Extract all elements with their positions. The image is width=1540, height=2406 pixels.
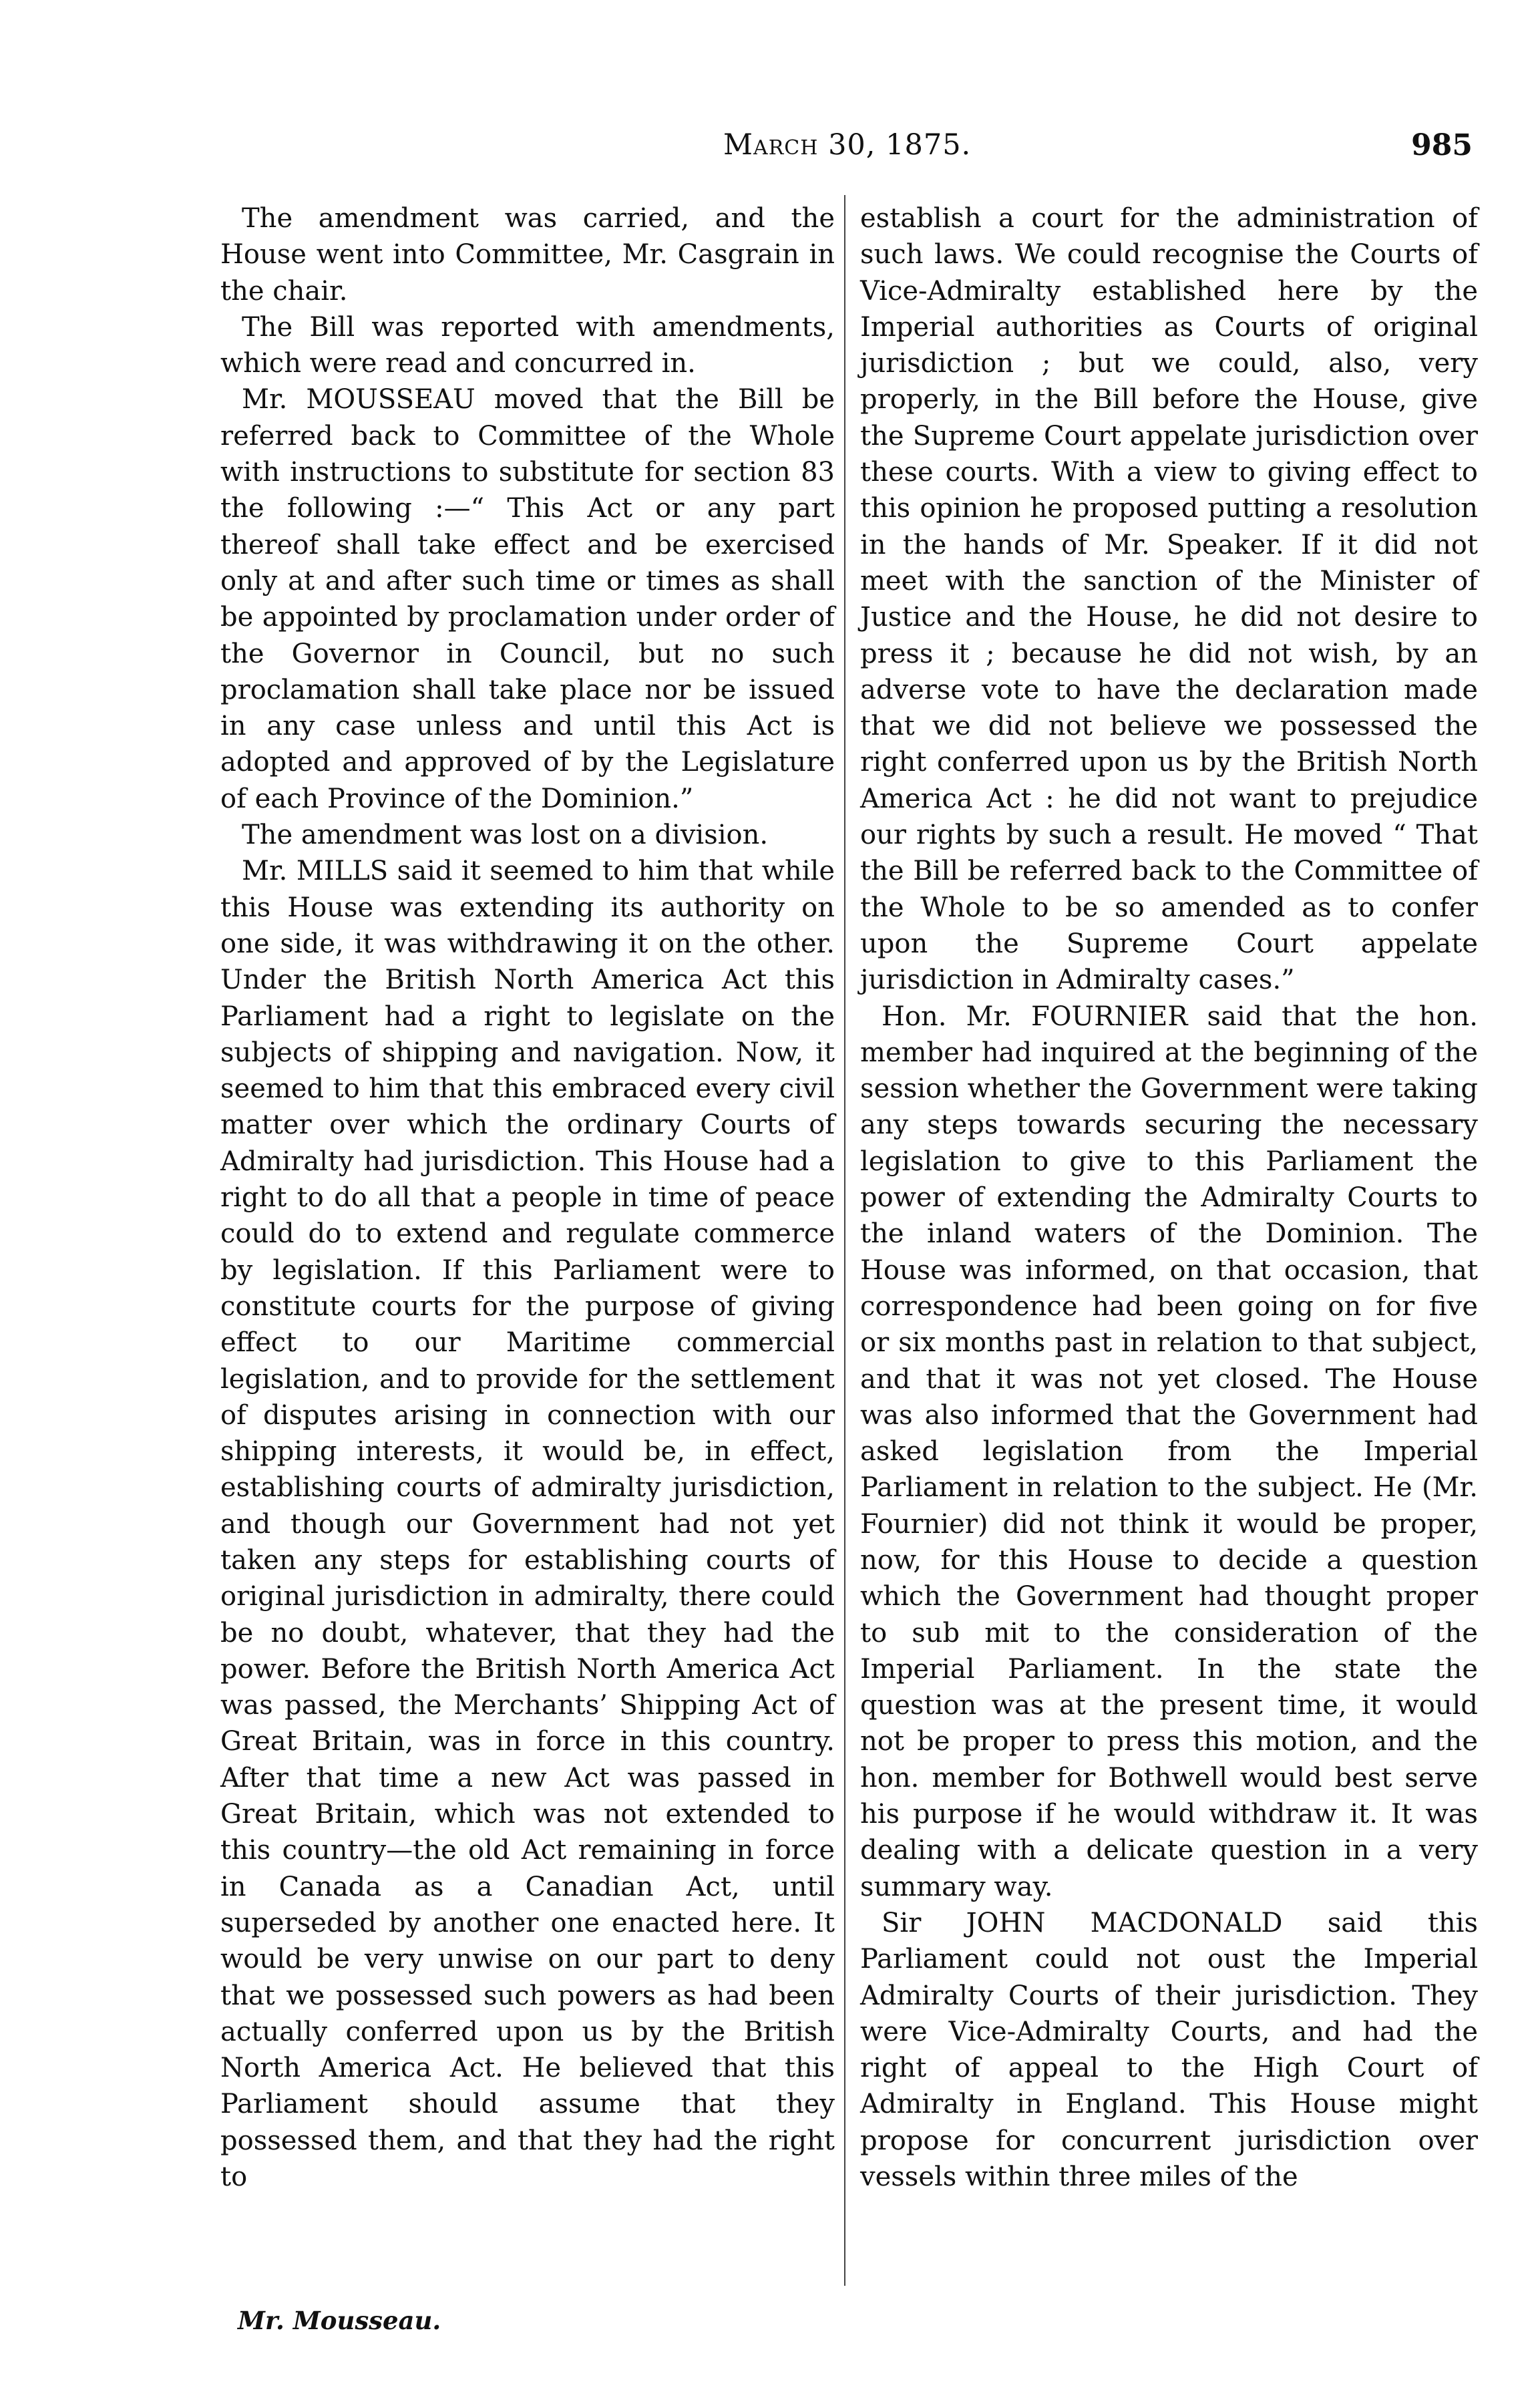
paragraph: The amendment was carried, and the House went into Committee, Mr. Casgrain in the chair. [220, 203, 835, 307]
paragraph: Hon. Mr. FOURNIER said that the hon. member had inquired at the beginning of the session whether the Government were taking any steps towards securing the necessary legislation to give to this Parliament the power of extending the Admiralty Courts to the inland waters of the Dominion. The House was informed, on that occasion, that correspondence had been going on for five or six months past in relation to that subject, and that it was not yet closed. The House was also informed that the Government had asked legislation from the Imperial Parliament in relation to the subject. He (Mr. Fournier) did not think it would be proper, now, for this House to decide a question which the Government had thought proper to sub mit to the consideration of the Imperial Parliament. In the state the question was at the present time, it would not be proper to press this motion, and the hon. member for Bothwell would best serve his purpose if he would withdraw it. It was dealing with a delicate question in a very summary way. [860, 1001, 1478, 1902]
paragraph: The Bill was reported with amendments, which were read and concurred in. [220, 311, 835, 379]
column-divider [844, 195, 845, 2286]
page-number: 985 [1411, 128, 1473, 162]
left-column [220, 200, 835, 2195]
right-column [860, 200, 1478, 2195]
footer-catchword: Mr. Mousseau. [238, 2306, 441, 2335]
page-header [705, 128, 1473, 175]
running-head-date: March 30, 1875. [723, 128, 972, 162]
paragraph: establish a court for the administration of such laws. We could recognise the Courts of Vice-Admiralty established here by the Imperial authorities as Courts of original jurisdiction ; but we could, also, very properly, in the Bill before the House, give the Supreme Court appelate jurisdiction over these courts. With a view to giving effect to this opinion he proposed putting a resolution in the hands of Mr. Speaker. If it did not meet with the sanction of the Minister of Justice and the House, he did not desire to press it ; because he did not wish, by an adverse vote to have the declaration made that we did not believe we possessed the right conferred upon us by the British North America Act : he did not want to prejudice our rights by such a result. He moved “ That the Bill be referred back to the Committee of the Whole to be so amended as to confer upon the Supreme Court appelate jurisdiction in Admiralty cases.” [860, 203, 1478, 996]
paragraph: Sir JOHN MACDONALD said this Parliament could not oust the Imperial Admiralty Courts of their jurisdiction. They were Vice-Admiralty Courts, and had the right of appeal to the High Court of Admiralty in England. This House might propose for concurrent jurisdiction over vessels within three miles of the [860, 1907, 1478, 2193]
paragraph: Mr. MILLS said it seemed to him that while this House was extending its authority on one side, it was withdrawing it on the other. Under the British North America Act this Parliament had a right to legislate on the subjects of shipping and navigation. Now, it seemed to him that this embraced every civil matter over which the ordinary Courts of Admiralty had jurisdiction. This House had a right to do all that a people in time of peace could do to extend and regulate commerce by legislation. If this Parliament were to constitute courts for the purpose of giving effect to our Maritime commercial legislation, and to provide for the settlement of disputes arising in connection with our shipping interests, it would be, in effect, establishing courts of admiralty jurisdiction, and though our Government had not yet taken any steps for establishing courts of original jurisdiction in admiralty, there could be no doubt, whatever, that they had the power. Before the British North America Act was passed, the Merchants’ Shipping Act of Great Britain, was in force in this country. After that time a new Act was passed in Great Britain, which was not extended to this country—the old Act remaining in force in Canada as a Canadian Act, until superseded by another one enacted here. It would be very unwise on our part to deny that we possessed such powers as had been actually conferred upon us by the British North America Act. He believed that this Parliament should assume that they possessed them, and that they had the right to [220, 856, 835, 2193]
paragraph: Mr. MOUSSEAU moved that the Bill be referred back to Committee of the Whole with instructions to substitute for section 83 the following :—“ This Act or any part thereof shall take effect and be exercised only at and after such time or times as shall be appointed by proclamation under order of the Governor in Council, but no such proclamation shall take place nor be issued in any case unless and until this Act is adopted and approved of by the Legislature of each Province of the Dominion.” [220, 384, 835, 814]
paragraph: The amendment was lost on a division. [242, 820, 769, 851]
